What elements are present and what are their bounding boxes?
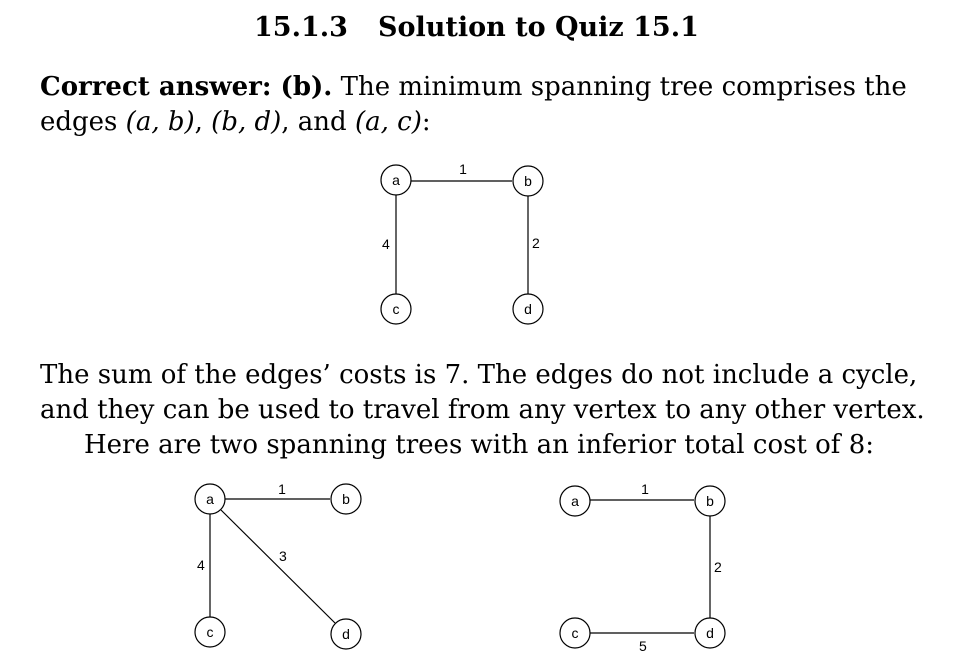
edge-cost-label: 2 bbox=[714, 559, 722, 575]
colon: : bbox=[421, 107, 431, 137]
vertex-label: c bbox=[206, 624, 214, 640]
edge-bd: (b, d) bbox=[211, 107, 282, 137]
graph-edge bbox=[221, 510, 335, 623]
edges-word: edges bbox=[40, 107, 126, 137]
answer-text: The minimum spanning tree comprises the bbox=[332, 72, 907, 102]
sum-line-2: and they can be used to travel from any vertex to any other vertex. bbox=[40, 395, 925, 425]
vertex-label: d bbox=[342, 626, 350, 642]
vertex-label: a bbox=[206, 491, 214, 507]
edge-cost-label: 2 bbox=[532, 235, 540, 251]
vertex-label: c bbox=[392, 301, 400, 317]
separator: , and bbox=[281, 107, 355, 137]
graph-mst-vertices bbox=[381, 165, 543, 324]
sum-paragraph bbox=[40, 358, 925, 428]
edge-cost-label: 4 bbox=[197, 557, 205, 573]
vertex-label: a bbox=[392, 172, 400, 188]
inferior-trees-line: Here are two spanning trees with an inferior total cost of 8: bbox=[84, 430, 874, 460]
vertex-label: b bbox=[342, 491, 350, 507]
edge-cost-label: 1 bbox=[459, 161, 467, 177]
vertex-label: c bbox=[571, 625, 579, 641]
graph-mst bbox=[396, 181, 528, 294]
separator: , bbox=[194, 107, 212, 137]
vertex-label: b bbox=[524, 173, 532, 189]
edge-cost-label: 1 bbox=[641, 481, 649, 497]
section-number: 15.1.3 bbox=[254, 12, 348, 43]
vertex-label: d bbox=[524, 301, 532, 317]
vertex-label: d bbox=[706, 625, 714, 641]
edge-ac: (a, c) bbox=[354, 107, 422, 137]
edge-cost-label: 5 bbox=[639, 638, 647, 654]
section-title: Solution to Quiz 15.1 bbox=[377, 12, 699, 43]
graph-tree-right bbox=[590, 500, 710, 633]
inferior-trees-paragraph bbox=[84, 428, 874, 463]
sum-line-1: The sum of the edges’ costs is 7. The edges do not include a cycle, bbox=[40, 360, 918, 390]
edge-cost-label: 1 bbox=[278, 481, 286, 497]
vertex-label: a bbox=[571, 493, 579, 509]
graph-tree-right-vertices bbox=[560, 486, 725, 648]
edge-ab: (a, b) bbox=[125, 107, 195, 137]
answer-lead: Correct answer: (b). bbox=[40, 72, 333, 102]
graph-tree-left bbox=[210, 499, 335, 623]
edge-cost-label: 3 bbox=[279, 548, 287, 564]
edge-cost-label: 4 bbox=[382, 236, 390, 252]
vertex-label: b bbox=[706, 493, 714, 509]
